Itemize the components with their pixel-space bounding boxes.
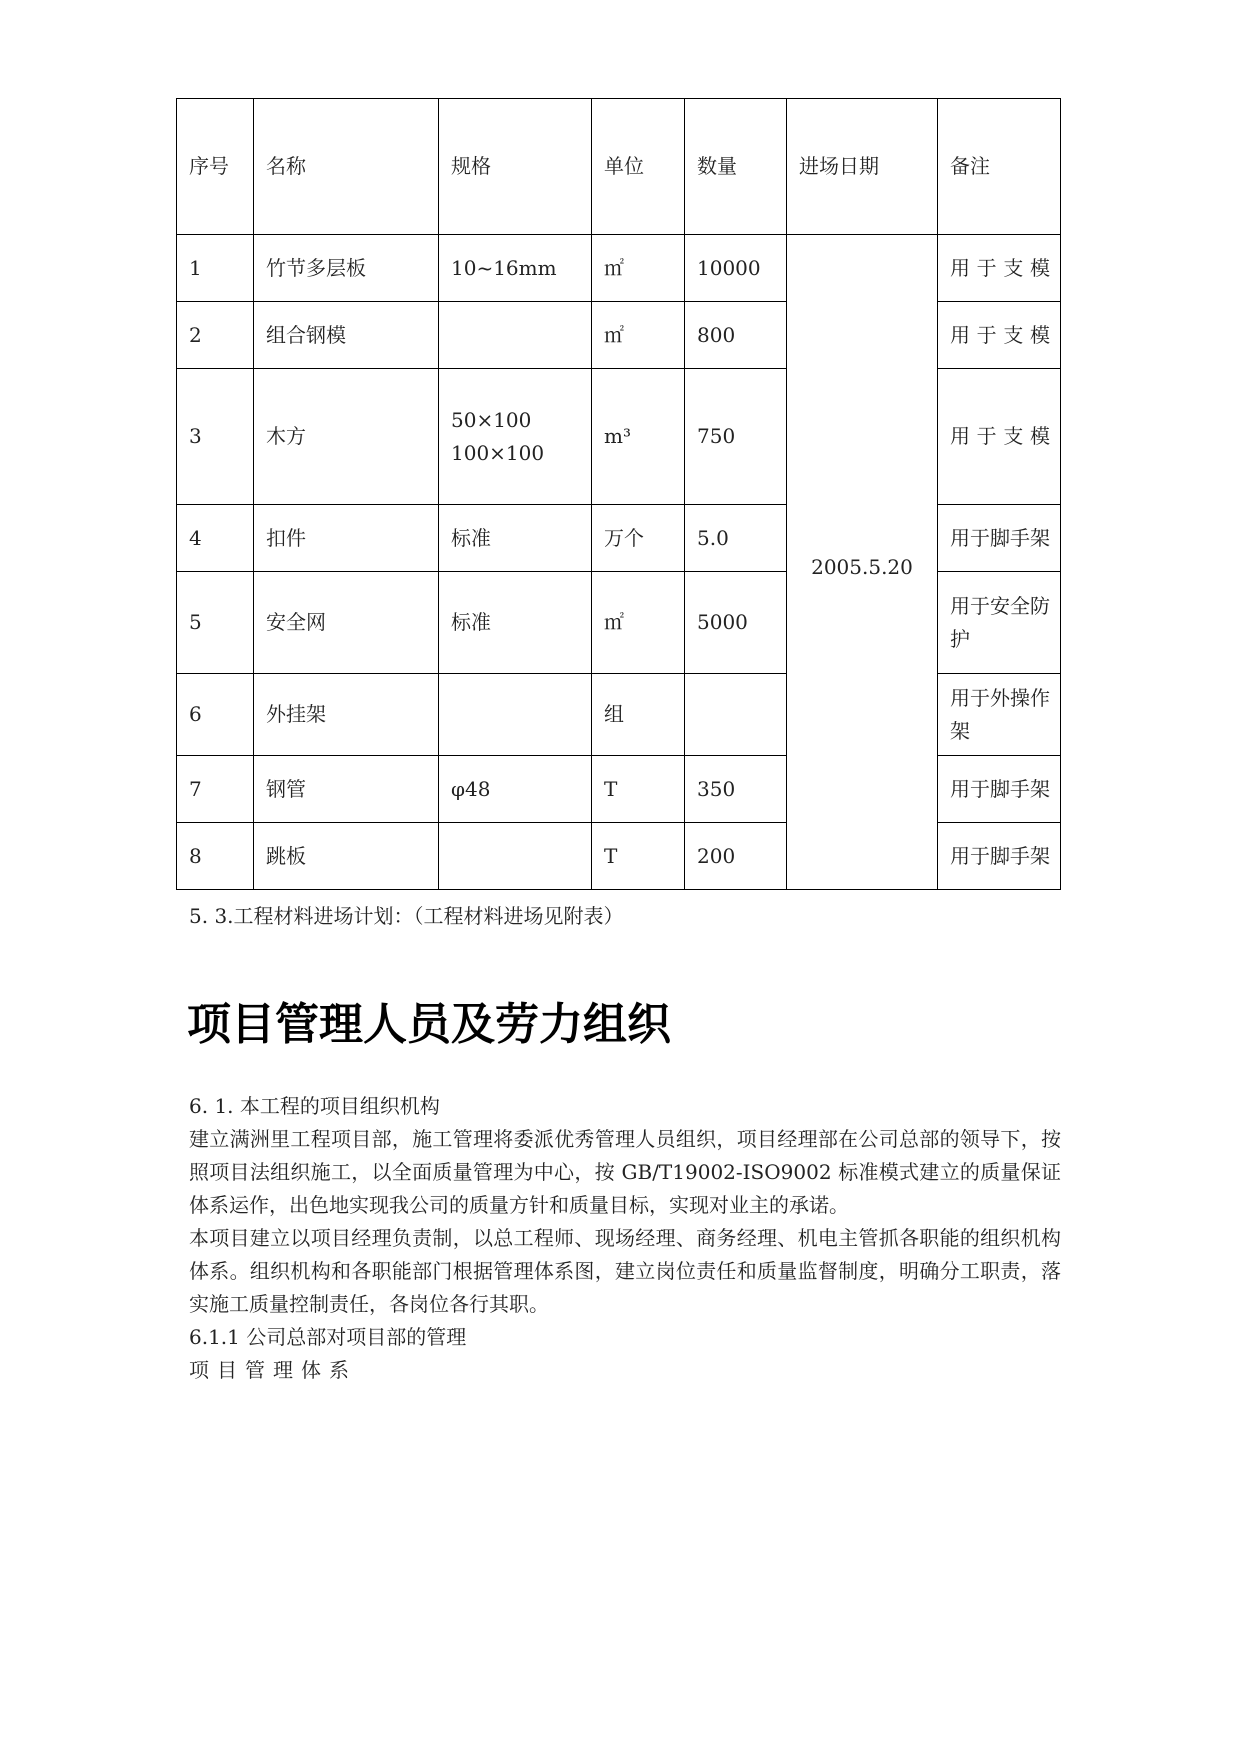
cell-spec <box>439 674 592 756</box>
cell-qty: 800 <box>685 302 787 369</box>
spec-line: 10~16mm <box>451 255 557 280</box>
header-name: 名称 <box>254 99 439 235</box>
cell-note: 用于安全防护 <box>938 572 1061 674</box>
cell-qty: 5.0 <box>685 505 787 572</box>
header-spec: 规格 <box>439 99 592 235</box>
cell-name: 外挂架 <box>254 674 439 756</box>
cell-qty: 350 <box>685 756 787 823</box>
cell-name: 组合钢模 <box>254 302 439 369</box>
cell-name: 跳板 <box>254 823 439 890</box>
cell-unit: 组 <box>592 674 685 756</box>
cell-unit: ㎡ <box>592 302 685 369</box>
cell-name: 竹节多层板 <box>254 235 439 302</box>
cell-date: 2005.5.20 <box>787 235 938 890</box>
paragraph-1: 建立满洲里工程项目部，施工管理将委派优秀管理人员组织，项目经理部在公司总部的领导下，按照项目法组织施工，以全面质量管理为中心，按 GB/T19002-ISO9002 标准模式建立的质量保证体系运作，出色地实现我公司的质量方针和质量目标，实现对业主的承诺。 <box>189 1127 1061 1217</box>
cell-name: 安全网 <box>254 572 439 674</box>
cell-spec <box>439 505 592 572</box>
cell-unit: T <box>592 756 685 823</box>
section-6-1-title: 6. 1. 本工程的项目组织机构 <box>189 1094 440 1118</box>
cell-qty: 10000 <box>685 235 787 302</box>
header-qty: 数量 <box>685 99 787 235</box>
paragraph-2: 本项目建立以项目经理负责制，以总工程师、现场经理、商务经理、机电主管抓各职能的组织机构体系。组织机构和各职能部门根据管理体系图，建立岗位责任和质量监督制度，明确分工职责，落实施工质量控制责任，各岗位各行其职。 <box>189 1226 1061 1316</box>
body-text <box>189 1090 1061 1387</box>
cell-unit: 万个 <box>592 505 685 572</box>
cell-unit: ㎡ <box>592 572 685 674</box>
cell-note: 用于脚手架 <box>938 505 1061 572</box>
cell-no: 7 <box>177 756 254 823</box>
spec-line: 标准 <box>451 525 491 550</box>
cell-note: 用于外操作架 <box>938 674 1061 756</box>
cell-no: 3 <box>177 369 254 505</box>
cell-no: 1 <box>177 235 254 302</box>
cell-spec <box>439 756 592 823</box>
cell-qty <box>685 674 787 756</box>
cell-spec <box>439 823 592 890</box>
cell-qty: 200 <box>685 823 787 890</box>
header-no: 序号 <box>177 99 254 235</box>
cell-qty: 750 <box>685 369 787 505</box>
materials-table <box>176 98 1061 890</box>
spec-line: 100×100 <box>451 440 545 465</box>
cell-note: 用于支模 <box>938 302 1061 369</box>
spec-line: 标准 <box>451 610 491 634</box>
cell-no: 8 <box>177 823 254 890</box>
cell-note: 用于脚手架 <box>938 823 1061 890</box>
header-date: 进场日期 <box>787 99 938 235</box>
spec-line: φ48 <box>451 776 491 801</box>
cell-name: 钢管 <box>254 756 439 823</box>
cell-no: 5 <box>177 572 254 674</box>
cell-name: 木方 <box>254 369 439 505</box>
cell-unit: T <box>592 823 685 890</box>
cell-no: 2 <box>177 302 254 369</box>
cell-spec <box>439 235 592 302</box>
material-plan-caption: 5. 3.工程材料进场计划：（工程材料进场见附表） <box>189 904 624 928</box>
management-system-label: 项目管理体系 <box>189 1358 357 1382</box>
cell-no: 4 <box>177 505 254 572</box>
section-6-1-1-title: 6.1.1 公司总部对项目部的管理 <box>189 1325 467 1349</box>
spec-line: 50×100 <box>451 407 532 432</box>
cell-qty: 5000 <box>685 572 787 674</box>
header-unit: 单位 <box>592 99 685 235</box>
cell-no: 6 <box>177 674 254 756</box>
cell-name: 扣件 <box>254 505 439 572</box>
cell-spec <box>439 572 592 674</box>
cell-spec <box>439 369 592 505</box>
cell-note: 用于脚手架 <box>938 756 1061 823</box>
cell-unit: m³ <box>592 369 685 505</box>
cell-unit: ㎡ <box>592 235 685 302</box>
cell-note: 用于支模 <box>938 235 1061 302</box>
section-heading: 项目管理人员及劳力组织 <box>187 999 671 1050</box>
cell-note: 用于支模 <box>938 369 1061 505</box>
table-row <box>177 235 1061 302</box>
header-note: 备注 <box>938 99 1061 235</box>
table-header-row <box>177 99 1061 235</box>
cell-spec <box>439 302 592 369</box>
